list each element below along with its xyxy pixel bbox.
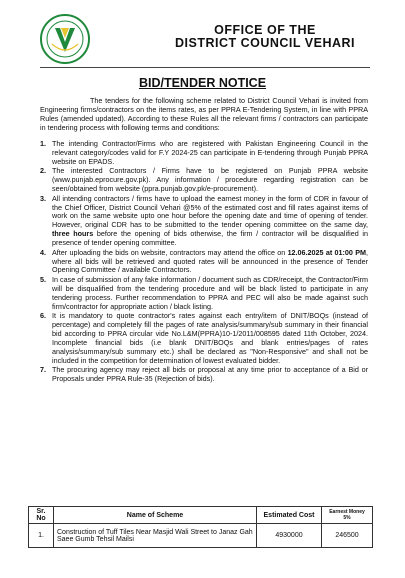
notice-title: BID/TENDER NOTICE <box>138 76 267 90</box>
term-item-5: 5. In case of submission of any fake information / document such as CDR/receipt, the Contractor/Firm will be disqualified from the tendering procedure and will be black listed to participate in any tendering process. Further recommendation to PPRA and PEC will also be made against such firm/contractor for appropriate action / black listing. <box>40 274 368 311</box>
office-heading <box>140 24 390 50</box>
office-line-1: OFFICE OF THE <box>214 23 316 37</box>
intro-paragraph <box>40 97 368 133</box>
header-name: Name of Scheme <box>54 507 257 524</box>
office-line-2: DISTRICT COUNCIL VEHARI <box>174 36 356 50</box>
header-cost: Estimated Cost <box>257 507 322 524</box>
header-sr: Sr. No <box>29 507 54 524</box>
table-header-row <box>29 507 373 524</box>
term-item-2: 2. The interested Contractors / Firms have to be registered on Punjab PPRA website (www.punjab.eprocure.gov.pk). Any information / procedure regarding registration can be seen/obtained from website (ppra.punjab.gov.pk/e-procurement). <box>40 166 368 194</box>
cell-sr: 1. <box>29 524 54 548</box>
term-item-7: 7. The procuring agency may reject all bids or proposal at any time prior to acceptance of a Bid or Proposals under PPRA Rule-35 (Rejection of bids). <box>40 365 368 384</box>
table-row <box>29 524 373 548</box>
terms-list <box>40 140 368 385</box>
header-earnest: Earnest Money 5% <box>322 507 373 524</box>
district-council-logo <box>40 14 90 64</box>
term-item-3: 3. All intending contractors / firms have to upload the earnest money in the form of CDR in favour of the Chief Officer, District Council Vehari @5% of the estimated cost and fill rates against items of work on the same website upto one hour before the opening date and time of opening of tender. However, original CDR has to be submitted to the tender opening committee on the same day, three hours before the opening of bids otherwise, the firm / contractor will be disqualified in presence of tender opening committee. <box>40 193 368 248</box>
term-item-4: 4. After uploading the bids on website, contractors may attend the office on 12.06.2025 at 01:00 PM, where all bids will be retrieved and quoted rates will be announced in the presence of Tender Opening Committee / available Contractors. <box>40 247 368 275</box>
bold-date: 12.06.2025 <box>287 247 324 257</box>
bold-three-hours: three hours <box>52 229 94 239</box>
scheme-table <box>28 506 373 548</box>
term-item-6: 6. It is mandatory to quote contractor's rates against each entry/item of DNIT/BOQs (instead of percentage) and completely fill the pages of rate analysis/summary/sub summary in their financial bid according to PPRA circular vide No.L&M(PPRA)10-1/2011/008595 dated 11th October, 2024. Incomplete financial bids (i.e blank DNIT/BOQs and blank entries/pages of rates analysis/summary/sub summary etc.) shall be declared as "Non-Responsive" and shall not be included in the competition for determination of lowest evaluated bidder. <box>40 311 368 365</box>
header-divider <box>40 67 370 68</box>
intro-text: The tenders for the following scheme related to District Council Vehari is invited from Engineering firms/contractors on the items rates, as per PPRA E-Tendering System, in line with PPRA Rules (amended updated). According to these Rules all the relevant firms / contractors can participate in tendering process with following terms and conditions: <box>40 96 368 132</box>
cell-earnest: 246500 <box>322 524 373 548</box>
cell-cost: 4930000 <box>257 524 322 548</box>
cell-name: Construction of Tuff Tiles Near Masjid Wali Street to Janaz Gah Saee Gumb Tehsil Mailsi <box>54 524 257 548</box>
term-item-1: 1. The intending Contractor/Firms who are registered with Pakistan Engineering Council in the relevant category/codes valid for F.Y 2024-25 can participate in E-tendering through Punjab PPRA website on EPADS. <box>40 139 368 166</box>
bold-time: 01:00 PM <box>334 247 366 257</box>
